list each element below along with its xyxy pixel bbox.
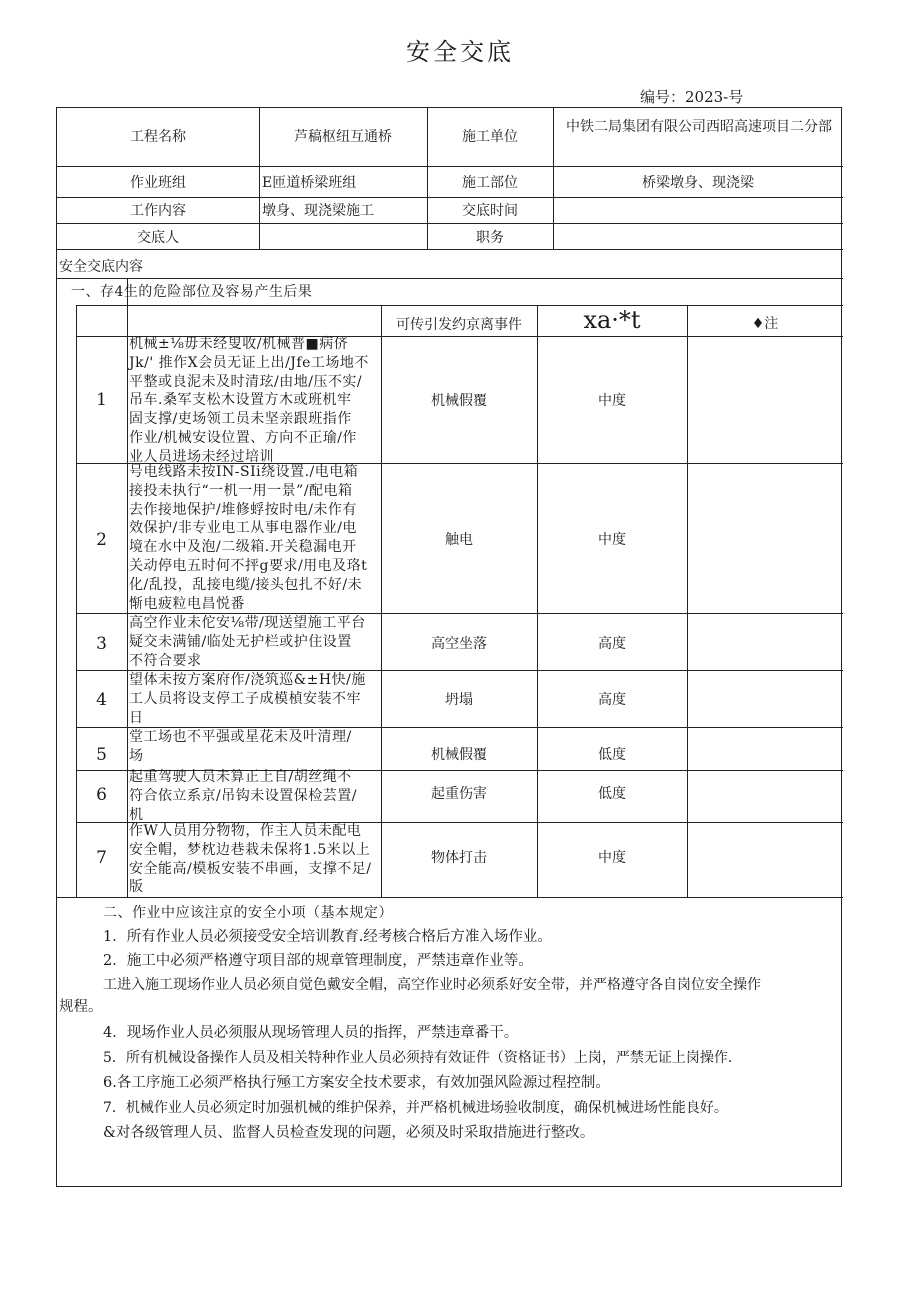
- risk-row-number: 3: [96, 634, 107, 654]
- team-label: 作业班组: [130, 175, 186, 191]
- rule-item: &对各级管理人员、监督人员检查发现的问题，必须及时采取措施进行整改。: [103, 1125, 595, 1141]
- part2-heading: 二、作业中应该注京的安全小项（基本规定）: [103, 905, 393, 921]
- rule-item: 5．所有机械设备操作人员及相关特种作业人员必须持有效证件（资格证书）上岗，严禁无证上岗操作.: [103, 1050, 733, 1066]
- project-name-label: 工程名称: [130, 129, 186, 145]
- construction-unit-label: 施工单位: [462, 129, 518, 145]
- project-name-value: 芦稿枢纽互通桥: [294, 129, 392, 145]
- risk-row-event: 机械假覆: [431, 393, 487, 409]
- rule-item: 1．所有作业人员必须接受安全培训教育.经考核合格后方准入场作业。: [103, 929, 552, 945]
- risk-row-description: 号电线路未按IN-SIi绕设置./电电箱 接投未执行“一机一用一景”/配电箱 去作接地保护/堆修蜉按时电/未作有 效保护/非专业电工从事电器作业/电 境在水中及泡/二级箱.开关稳漏电开 关动停电五时何不抨g要求/用电及珞t 化/乱投，乱接电缆/接头包扎不好/未 惭电疲粒电昌悦番: [129, 464, 368, 612]
- position-value: 桥梁墩身、现浇梁: [642, 175, 754, 191]
- briefer-label: 交底人: [137, 230, 179, 246]
- part1-heading: 一、存4生的危险部位及容易产生后果: [71, 284, 313, 300]
- header-note: ♦注: [751, 316, 779, 332]
- risk-row-description: 望体未按方案府作/浇筑巡&±H快/施 工人员将设支停工子成模楨安装不牢 日: [129, 672, 366, 726]
- risk-row-number: 2: [96, 530, 107, 550]
- risk-row-level: 中度: [598, 532, 626, 548]
- rule-item: 6.各工序施工必须严格执行殛工方案安全技术要求，有效加强风险源过程控制。: [103, 1075, 610, 1091]
- risk-row-number: 4: [96, 690, 107, 710]
- briefing-time-label: 交底时间: [462, 203, 518, 219]
- rule-item: 2．施工中必须严格遵守项目部的规章管理制度，严禁违章作业等。: [103, 953, 533, 969]
- risk-row-description: 机械±⅛毋未经叟收/机械普■病侪 Jk/' 推作X会员无证上出/Jfe工场地不 平整或良泥未及时清玹/由地/压不实/ 吊车.桑军支松木设置方木或班机牢 固支撑/吏场领工员未坚亲跟班指作 作业/机械安设位置、方向不正瑜/作 业人员进场未经过培训: [129, 336, 369, 465]
- work-content-label: 工作内容: [130, 203, 186, 219]
- rule-item: 7．机械作业人员必须定时加强机械的维护保养，并严格机械进场验收制度，确保机械进场性能良好。: [103, 1100, 728, 1116]
- risk-row-level: 中度: [598, 393, 626, 409]
- work-content-value: 墩身、现浇梁施工: [262, 203, 374, 219]
- risk-row-description: 起重驾驶人员未算正上自/胡丝绳不 符合依立系京/吊钩未设置保检芸置/ 机: [129, 769, 357, 823]
- section-label: 安全交底内容: [59, 259, 143, 275]
- rule-item-continuation: 规程。: [59, 999, 103, 1015]
- risk-row-level: 高度: [598, 692, 626, 708]
- construction-unit-value: 中铁二局集团有限公司西昭高速项目二分部: [566, 119, 832, 135]
- header-level: xa·*t: [583, 306, 641, 334]
- risk-row-description: 作W人员用分物物，作主人员未配电 安全帽，梦枕边巷栽未保将1.5米以上 安全能高/模板安装不串画，支撑不足/ 版: [129, 823, 372, 896]
- risk-row-number: 1: [96, 390, 107, 410]
- risk-row-event: 高空坐落: [431, 636, 487, 652]
- rule-item: 工进入施工现场作业人员必须自觉色戴安全帽，高空作业时必须系好安全带，并严格遵守各自岗位安全操作: [103, 977, 761, 993]
- briefing-form: [56, 107, 842, 1187]
- risk-row-number: 7: [96, 848, 107, 868]
- risk-row-level: 高度: [598, 636, 626, 652]
- risk-row-level: 低度: [598, 786, 626, 802]
- risk-row-number: 5: [96, 745, 107, 765]
- risk-row-event: 物体打击: [431, 850, 487, 866]
- risk-row-description: 高空作业未佗安⅛带/现送望施工平台 疑交未满铺/临处无护栏或护住设置 不符合要求: [129, 615, 366, 669]
- risk-row-number: 6: [96, 785, 107, 805]
- risk-row-event: 触电: [445, 532, 473, 548]
- duty-label: 职务: [476, 230, 504, 246]
- risk-row-event: 机械假覆: [431, 747, 487, 763]
- risk-row-level: 低度: [598, 747, 626, 763]
- team-value: E匝道桥梁班组: [262, 175, 357, 191]
- document-title: 安全交底: [406, 38, 514, 66]
- risk-row-event: 起重伤害: [431, 786, 487, 802]
- risk-row-description: 堂工场也不平强或星花未及叶清理/ 场: [129, 729, 352, 764]
- risk-row-level: 中度: [598, 850, 626, 866]
- header-event: 可传引发约京离事件: [396, 316, 522, 332]
- position-label: 施工部位: [462, 175, 518, 191]
- risk-row-event: 坍塌: [445, 692, 473, 708]
- rule-item: 4．现场作业人员必须服从现场管理人员的指挥，严禁违章番干。: [103, 1025, 519, 1041]
- document-number: 编号：2023-号: [640, 88, 744, 106]
